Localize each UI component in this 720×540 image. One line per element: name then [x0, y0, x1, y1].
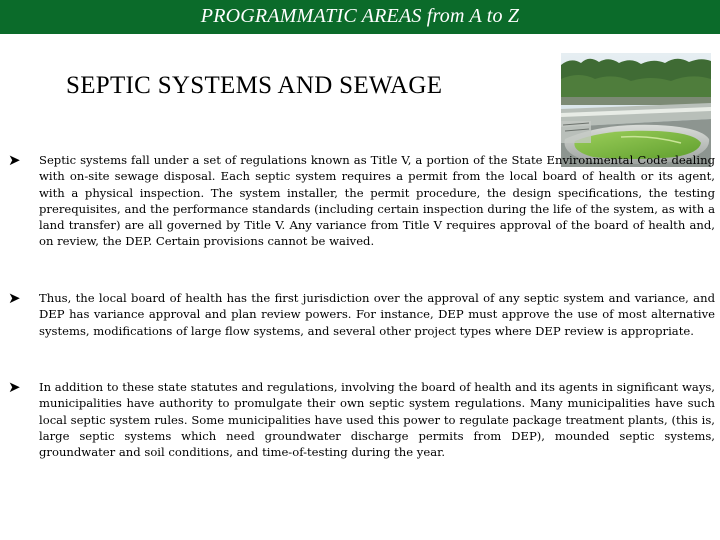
- bullet-text: In addition to these state statutes and regulations, involving the board of health and its agents in significant ways, municipalities have authority to promulgate their own septic system regulations. Many municipalities have such local septic system rules. Some municipalities have used this power to regulate package treatment plants, (this is, large septic systems which need groundwater discharge permits from DEP), mounded septic systems, groundwater and soil conditions, and time-of-testing during the year.: [39, 380, 715, 460]
- bullet-text: Thus, the local board of health has the first jurisdiction over the approval of any septic system and variance, and DEP has variance approval and plan review powers. For instance, DEP must approve the use of most alternative systems, modifications of large flow systems, and several other project types where DEP review is appropriate.: [39, 291, 715, 338]
- title-banner: PROGRAMMATIC AREAS from A to Z: [0, 0, 720, 34]
- arrow-bullet-icon: ➤: [8, 289, 21, 307]
- arrow-bullet-icon: ➤: [8, 378, 21, 396]
- arrow-bullet-icon: ➤: [8, 151, 21, 169]
- page-heading: SEPTIC SYSTEMS AND SEWAGE: [66, 72, 443, 99]
- bullet-text: Septic systems fall under a set of regulations known as Title V, a portion of the State Environmental Code dealing with on-site sewage disposal. Each septic system requires a permit from the local board of health or its agent, with a physical inspection. The system installer, the permit procedure, the design specifications, the testing prerequisites, and the performance standards (including certain inspection during the life of the system, as with a land transfer) are all governed by Title V. Any variance from Title V requires approval of the board of health and, on review, the DEP. Certain provisions cannot be waived.: [39, 153, 715, 249]
